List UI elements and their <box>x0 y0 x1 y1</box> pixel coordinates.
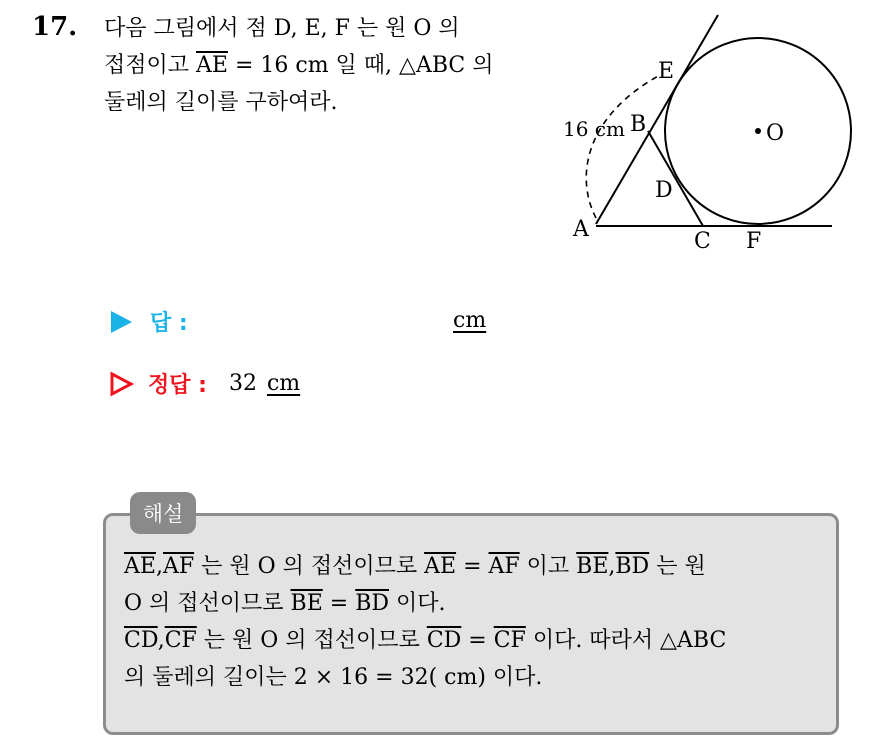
correct-answer-value: 32 <box>228 371 257 396</box>
label-d: D <box>655 178 673 203</box>
segment-ae: $\overline{AE}$ <box>196 53 228 78</box>
question-number: 17. <box>32 12 78 42</box>
label-b: B <box>630 112 647 137</box>
explanation-line-2: O 의 접선이므로 $\overline{BE} = \overline{BD}$ 이다. <box>124 591 446 616</box>
center-dot <box>755 128 761 134</box>
dashed-arc <box>586 75 660 218</box>
explanation-line-3: $\overline{CD},\overline{CF}$ 는 원 O 의 접선이므로 $\overline{CD} = \overline{CF}$ 이다. 따라서 △ABC <box>124 628 727 653</box>
explanation-text <box>124 548 830 696</box>
question-line-2: 접점이고 $\overline{AE} = 16$ cm 일 때, △ABC 의 <box>104 53 494 78</box>
correct-answer-label: 정답 : <box>148 373 207 398</box>
label-c: C <box>694 229 711 254</box>
label-f: F <box>746 229 762 254</box>
question-line-1: 다음 그림에서 점 D, E, F 는 원 O 의 <box>104 16 460 41</box>
triangle-play-outline-icon <box>108 371 134 397</box>
answer-unit: cm <box>453 308 487 333</box>
explanation-tag: 해설 <box>130 492 196 534</box>
correct-answer-row <box>108 368 300 399</box>
label-length: 16 cm <box>563 117 625 141</box>
explanation-line-1: $\overline{AE},\overline{AF}$ 는 원 O 의 접선이므로 $\overline{AE} = \overline{AF}$ 이고 $\overline{BE},\overline{BD}$ 는 원 <box>124 554 706 579</box>
triangle-play-filled-icon <box>108 309 134 335</box>
question-text <box>104 10 544 121</box>
answer-row <box>108 306 188 337</box>
label-a: A <box>573 217 589 242</box>
label-o: O <box>766 121 785 146</box>
correct-answer-unit: cm <box>266 371 301 396</box>
geometry-figure <box>560 10 860 260</box>
answer-label: 답 : <box>150 311 188 336</box>
label-e: E <box>658 59 675 84</box>
question-line-3: 둘레의 길이를 구하여라. <box>104 90 338 115</box>
explanation-line-4: 의 둘레의 길이는 2 × 16 = 32( cm) 이다. <box>124 665 543 690</box>
